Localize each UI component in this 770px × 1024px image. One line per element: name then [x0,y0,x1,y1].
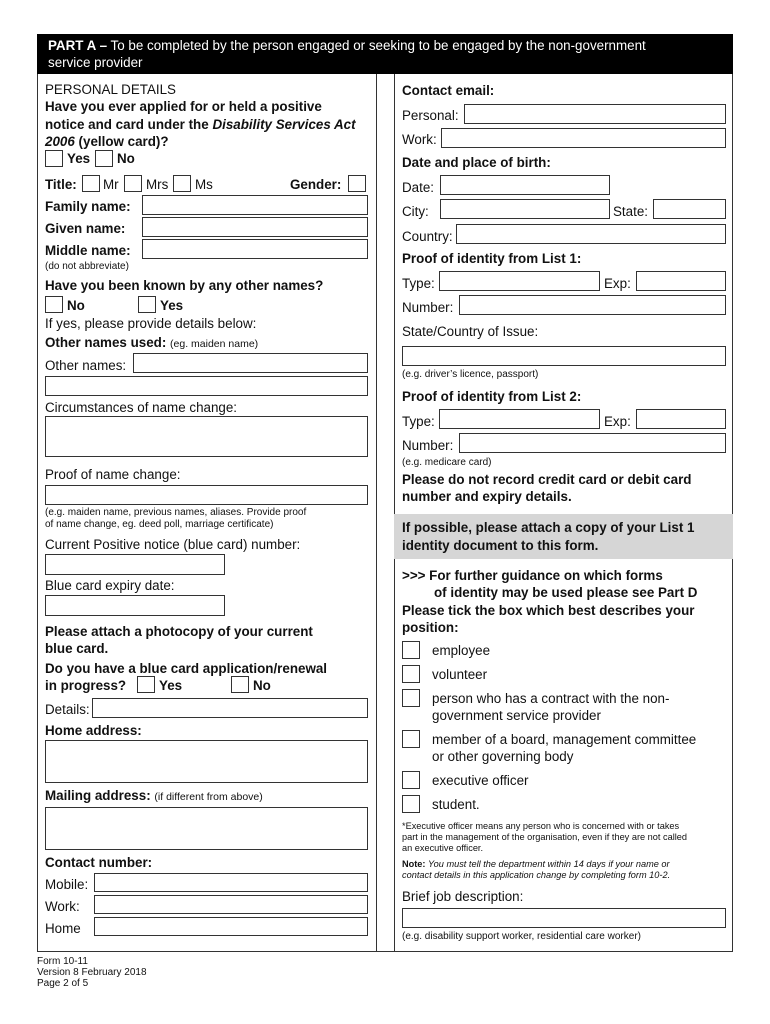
attach-list1-2: identity document to this form. [402,538,599,553]
brief-job-label: Brief job description: [402,889,524,904]
other-names-label: Other names: [45,358,127,373]
position-student-label: student. [432,797,480,812]
mobile-field[interactable] [94,873,368,892]
title-mr-checkbox[interactable] [82,175,100,192]
note-text-1: You must tell the department within 14 days if your name or [428,859,670,869]
work-email-field[interactable] [441,128,726,148]
other-names-question: Have you been known by any other names? [45,278,324,293]
list1-number-field[interactable] [459,295,726,315]
yellow-card-question: Have you ever applied for or held a positive [45,99,322,114]
proof-hint-1: (e.g. maiden name, previous names, aliases. Provide proof [45,507,307,518]
contact-number-label: Contact number: [45,855,153,870]
guidance-1: >>> For further guidance on which forms [402,568,663,583]
list2-hint: (e.g. medicare card) [402,457,492,468]
no-credit-card-1: Please do not record credit card or debit card [402,472,692,487]
position-contract-checkbox[interactable] [402,689,420,707]
blue-card-number-field[interactable] [45,554,225,575]
given-name-label: Given name: [45,221,126,236]
other-names-no-checkbox[interactable] [45,296,63,313]
application-yes-checkbox[interactable] [137,676,155,693]
other-names-used-label: Other names used: [45,335,167,350]
brief-job-field[interactable] [402,908,726,928]
state-label: State: [613,204,648,219]
mailing-address-hint: (if different from above) [154,791,263,803]
home-address-label: Home address: [45,723,142,738]
note-label: Note: [402,859,426,869]
details-label: Details: [45,702,90,717]
no-credit-card-2: number and expiry details. [402,489,572,504]
city-label: City: [402,204,429,219]
tick-instruction-1: Please tick the box which best describes your [402,603,695,618]
list2-number-field[interactable] [459,433,726,453]
do-not-abbreviate-hint: (do not abbreviate) [45,261,129,272]
family-name-field[interactable] [142,195,368,215]
proof-name-change-field[interactable] [45,485,368,505]
other-names-field[interactable] [133,353,368,373]
position-employee-checkbox[interactable] [402,641,420,659]
date-of-birth-field[interactable] [440,175,610,195]
mobile-label: Mobile: [45,877,89,892]
state-country-issue-field[interactable] [402,346,726,366]
contact-work-label: Work: [45,899,80,914]
job-hint: (e.g. disability support worker, residential care worker) [402,931,641,942]
part-a-description-2: service provider [48,55,143,70]
act-year: 2006 [45,134,75,149]
list1-hint: (e.g. driver’s licence, passport) [402,369,539,380]
application-no-checkbox[interactable] [231,676,249,693]
position-volunteer-checkbox[interactable] [402,665,420,683]
home-phone-label: Home [45,921,81,936]
footer-form: Form 10-11 [37,956,88,967]
if-yes-instruction: If yes, please provide details below: [45,316,257,331]
personal-email-label: Personal: [402,108,459,123]
title-mrs-checkbox[interactable] [124,175,142,192]
dob-place-label: Date and place of birth: [402,155,551,170]
personal-email-field[interactable] [464,104,726,124]
yellow-card-question-2: notice and card under the [45,117,209,132]
proof-list1-label: Proof of identity from List 1: [402,251,582,266]
given-name-field[interactable] [142,217,368,237]
position-student-checkbox[interactable] [402,795,420,813]
other-names-field-2[interactable] [45,376,368,396]
title-label: Title: [45,177,77,192]
gender-label: Gender: [290,177,342,192]
yellow-card-yes-checkbox[interactable] [45,150,63,167]
list2-type-label: Type: [402,414,435,429]
proof-name-change-label: Proof of name change: [45,467,181,482]
position-volunteer-label: volunteer [432,667,488,682]
list2-exp-label: Exp: [604,414,631,429]
application-yes-label: Yes [159,678,183,693]
attach-photocopy-2: blue card. [45,641,109,656]
position-board-label-1: member of a board, management committee [432,732,697,747]
position-board-checkbox[interactable] [402,730,420,748]
mailing-address-label: Mailing address: [45,788,151,803]
details-field[interactable] [92,698,368,718]
note-text-2: contact details in this application change by completing form 10-2. [402,870,671,880]
other-names-no-label: No [67,298,85,313]
date-label: Date: [402,180,435,195]
list1-type-label: Type: [402,276,435,291]
title-mrs-label: Mrs [146,177,169,192]
no-label: No [117,151,135,166]
country-field[interactable] [456,224,726,244]
title-ms-checkbox[interactable] [173,175,191,192]
footer-page: Page 2 of 5 [37,978,89,989]
list1-type-field[interactable] [439,271,600,291]
blue-card-expiry-field[interactable] [45,595,225,616]
exec-note-3: an executive officer. [402,843,484,853]
gender-field[interactable] [348,175,366,192]
state-field[interactable] [653,199,726,219]
position-executive-checkbox[interactable] [402,771,420,789]
section-title: PERSONAL DETAILS [45,82,176,97]
list2-number-label: Number: [402,438,454,453]
list2-type-field[interactable] [439,409,600,429]
family-name-label: Family name: [45,199,131,214]
column-divider [394,74,395,952]
city-field[interactable] [440,199,610,219]
other-names-used-hint: (eg. maiden name) [170,338,259,350]
exec-note-1: *Executive officer means any person who is concerned with or takes [402,821,680,831]
mailing-address-field[interactable] [45,807,368,850]
application-no-label: No [253,678,271,693]
position-contract-label-2: government service provider [432,708,601,723]
position-board-label-2: or other governing body [432,749,574,764]
part-a-description: To be completed by the person engaged or seeking to be engaged by the non-government [110,38,646,53]
exec-note-2: part in the management of the organisation, even if they are not called [402,832,687,842]
attach-list1-1: If possible, please attach a copy of your List 1 [402,520,695,535]
column-divider [376,74,377,952]
position-employee-label: employee [432,643,491,658]
list1-number-label: Number: [402,300,454,315]
blue-card-expiry-label: Blue card expiry date: [45,578,175,593]
list2-exp-field[interactable] [636,409,726,429]
proof-list2-label: Proof of identity from List 2: [402,389,582,404]
guidance-2: of identity may be used please see Part D [434,585,698,600]
part-a-header [37,34,733,74]
footer-version: Version 8 February 2018 [37,967,147,978]
contact-work-field[interactable] [94,895,368,914]
list1-exp-label: Exp: [604,276,631,291]
position-executive-label: executive officer [432,773,529,788]
application-question-2: in progress? [45,678,127,693]
application-question-1: Do you have a blue card application/renewal [45,661,328,676]
yes-label: Yes [67,151,91,166]
title-ms-label: Ms [195,177,213,192]
other-names-yes-label: Yes [160,298,184,313]
proof-hint-2: of name change, eg. deed poll, marriage certificate) [45,519,274,530]
home-phone-field[interactable] [94,917,368,936]
state-country-issue-label: State/Country of Issue: [402,324,539,339]
blue-card-number-label: Current Positive notice (blue card) number: [45,537,301,552]
home-address-field[interactable] [45,740,368,783]
work-email-label: Work: [402,132,437,147]
circumstances-label: Circumstances of name change: [45,400,238,415]
country-label: Country: [402,229,453,244]
middle-name-label: Middle name: [45,243,131,258]
other-names-yes-checkbox[interactable] [138,296,156,313]
yellow-card-no-checkbox[interactable] [95,150,113,167]
list1-exp-field[interactable] [636,271,726,291]
attach-photocopy-1: Please attach a photocopy of your current [45,624,313,639]
circumstances-field[interactable] [45,416,368,457]
tick-instruction-2: position: [402,620,459,635]
position-contract-label-1: person who has a contract with the non- [432,691,670,706]
part-a-label: PART A – [48,38,108,53]
act-name: Disability Services Act [212,117,356,132]
title-mr-label: Mr [103,177,119,192]
yellow-card-question-3: (yellow card)? [78,134,169,149]
middle-name-field[interactable] [142,239,368,259]
contact-email-label: Contact email: [402,83,495,98]
